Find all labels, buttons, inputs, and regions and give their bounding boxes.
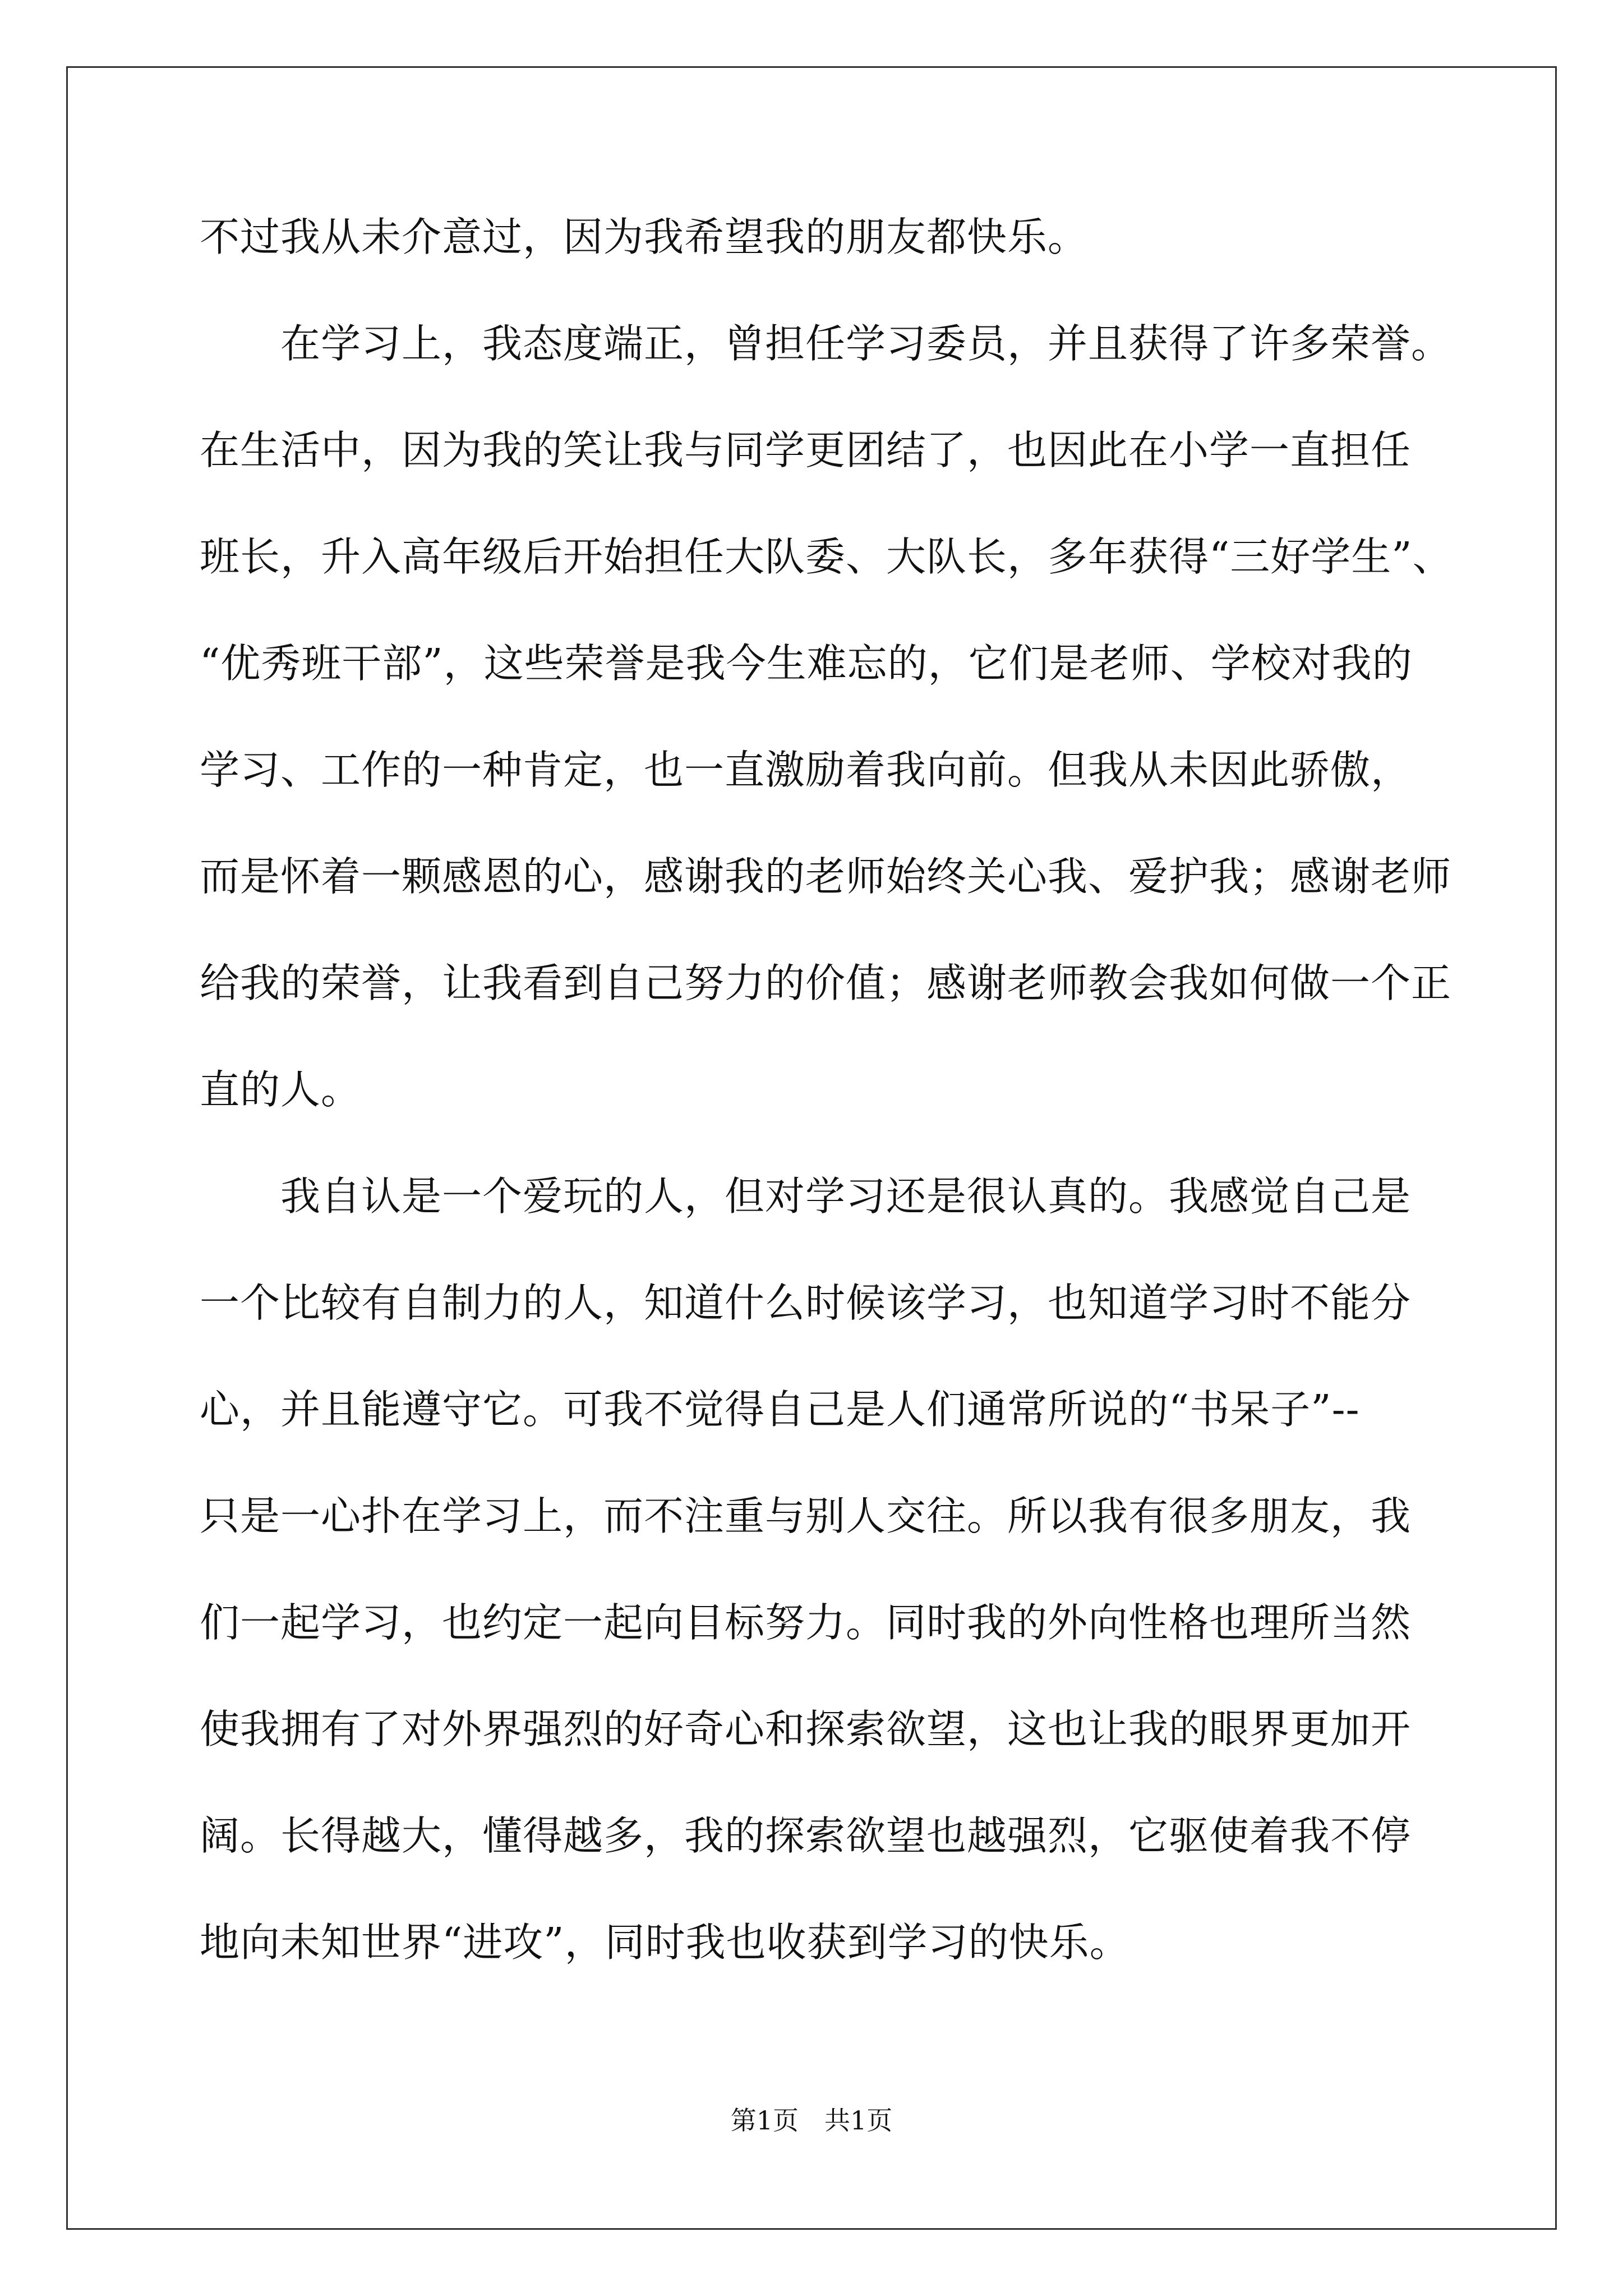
text-line: 只是一心扑在学习上，而不注重与别人交往。所以我有很多朋友，我: [200, 1493, 1412, 1539]
text-line: 阔。长得越大，懂得越多，我的探索欲望也越强烈，它驱使着我不停: [200, 1812, 1412, 1859]
text-line: 地向未知世界“进攻”，同时我也收获到学习的快乐。: [200, 1919, 1130, 1966]
text-line: 班长，升入高年级后开始担任大队委、大队长，多年获得“三好学生”、: [200, 533, 1453, 580]
text-line: 一个比较有自制力的人，知道什么时候该学习，也知道学习时不能分: [200, 1280, 1412, 1326]
text-line: 在学习上，我态度端正，曾担任学习委员，并且获得了许多荣誉。: [200, 320, 1452, 367]
text-line: 不过我从未介意过，因为我希望我的朋友都快乐。: [200, 214, 1089, 260]
page-number-footer: 第1页 共1页: [730, 2105, 893, 2136]
text-line: 使我拥有了对外界强烈的好奇心和探索欲望，这也让我的眼界更加开: [200, 1706, 1412, 1752]
text-line: 心，并且能遵守它。可我不觉得自己是人们通常所说的“书呆子”--: [200, 1386, 1360, 1433]
text-line: 直的人。: [200, 1066, 362, 1113]
text-line: 学习、工作的一种肯定，也一直激励着我向前。但我从未因此骄傲，: [200, 747, 1412, 793]
text-line: 们一起学习，也约定一起向目标努力。同时我的外向性格也理所当然: [200, 1599, 1412, 1646]
text-line: “优秀班干部”，这些荣誉是我今生难忘的，它们是老师、学校对我的: [200, 640, 1413, 687]
text-line: 我自认是一个爱玩的人，但对学习还是很认真的。我感觉自己是: [200, 1173, 1412, 1220]
page-border: [66, 66, 1557, 2230]
text-line: 而是怀着一颗感恩的心，感谢我的老师始终关心我、爱护我；感谢老师: [200, 853, 1452, 900]
text-line: 给我的荣誉，让我看到自己努力的价值；感谢老师教会我如何做一个正: [200, 960, 1452, 1006]
text-line: 在生活中，因为我的笑让我与同学更团结了，也因此在小学一直担任: [200, 427, 1412, 473]
